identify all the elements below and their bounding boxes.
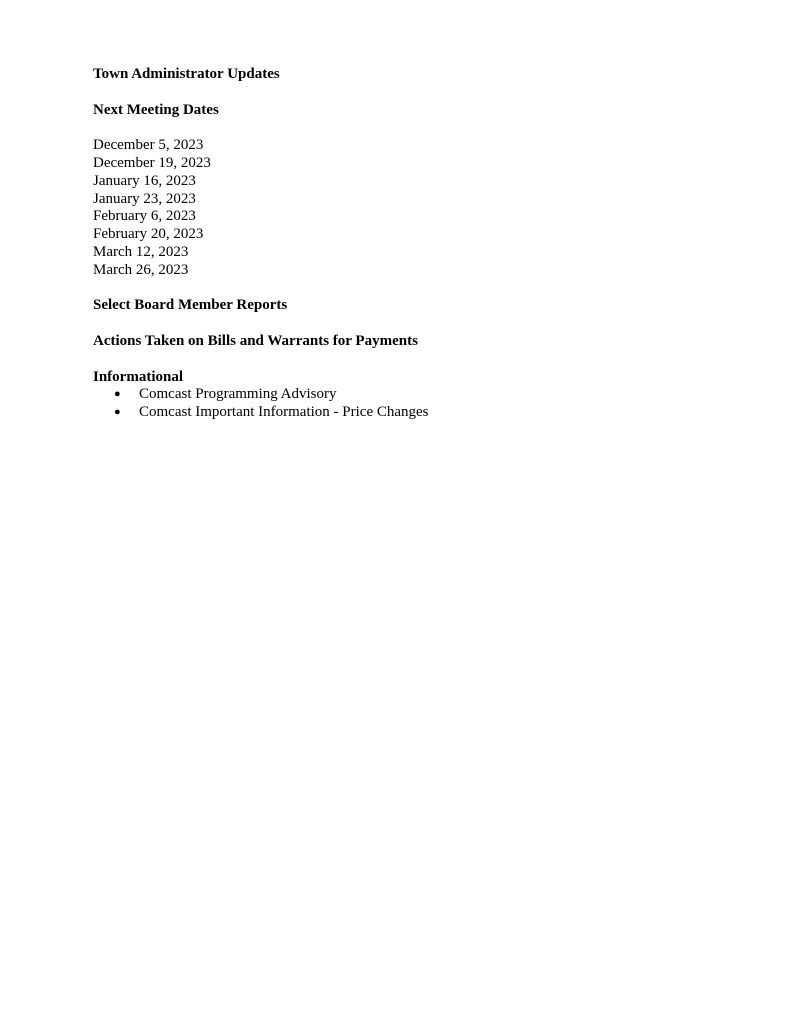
list-item xyxy=(93,386,743,404)
next-meeting-heading: Next Meeting Dates xyxy=(93,101,219,118)
bills-warrants-section xyxy=(93,333,743,351)
meeting-date-list xyxy=(93,137,743,279)
meeting-date: January 16, 2023 xyxy=(93,172,196,189)
list-item xyxy=(93,404,743,422)
board-reports-heading: Select Board Member Reports xyxy=(93,297,288,314)
town-admin-section xyxy=(93,66,743,84)
document-page xyxy=(93,66,743,440)
meeting-date: February 6, 2023 xyxy=(93,208,196,225)
informational-heading: Informational xyxy=(93,368,183,385)
next-meeting-section xyxy=(93,102,743,280)
list-item-text: Comcast Important Information - Price Changes xyxy=(139,404,429,421)
bullet-icon: ● xyxy=(114,388,121,401)
bullet-icon: ● xyxy=(114,406,121,419)
meeting-date: March 26, 2023 xyxy=(93,261,189,278)
bills-warrants-heading: Actions Taken on Bills and Warrants for Payments xyxy=(93,332,418,349)
informational-list xyxy=(93,386,743,422)
meeting-date: January 23, 2023 xyxy=(93,190,196,207)
informational-section xyxy=(93,369,743,422)
meeting-date: March 12, 2023 xyxy=(93,243,189,260)
list-item-text: Comcast Programming Advisory xyxy=(139,386,337,403)
meeting-date: December 19, 2023 xyxy=(93,154,211,171)
meeting-date: December 5, 2023 xyxy=(93,137,204,154)
spacer xyxy=(93,119,743,137)
town-admin-heading: Town Administrator Updates xyxy=(93,66,280,82)
meeting-date: February 20, 2023 xyxy=(93,226,204,243)
board-reports-section xyxy=(93,297,743,315)
